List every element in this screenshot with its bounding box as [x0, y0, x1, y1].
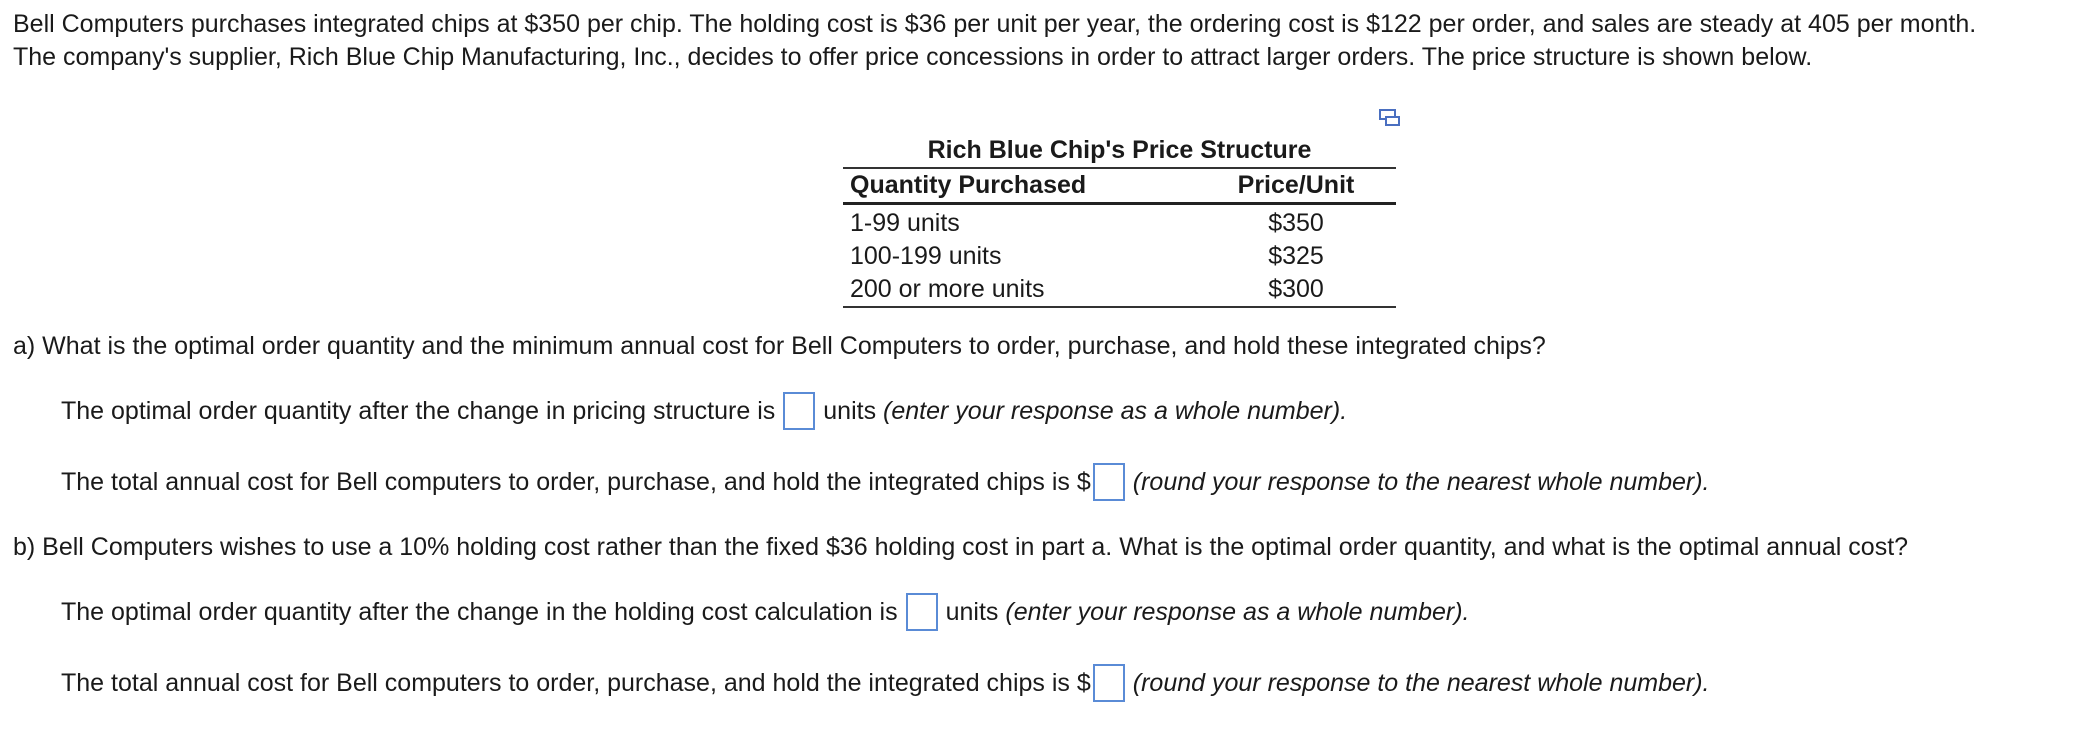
part-a-cost-prefix: The total annual cost for Bell computers to order, purchase, and hold the integrated chips is $ — [61, 467, 1091, 496]
part-a-quantity-line — [61, 392, 1347, 430]
table-title: Rich Blue Chip's Price Structure — [927, 136, 1312, 164]
table-row — [843, 273, 1396, 306]
part-a-quantity-prefix: The optimal order quantity after the change in pricing structure is — [61, 396, 776, 425]
header-price: Price/Unit — [1237, 171, 1355, 199]
table-header-rule — [843, 202, 1396, 205]
part-a-question: a) What is the optimal order quantity and the minimum annual cost for Bell Computers to order, purchase, and hold these integrated chips? — [13, 332, 1546, 360]
part-a-cost-hint: (round your response to the nearest whole number). — [1132, 467, 1710, 496]
row-quantity: 200 or more units — [850, 275, 1045, 303]
row-price: $300 — [1268, 275, 1324, 303]
part-b-cost-input[interactable] — [1093, 664, 1125, 702]
part-a-quantity-units: units — [823, 396, 877, 425]
table-header-row — [843, 169, 1396, 202]
part-b-question: b) Bell Computers wishes to use a 10% holding cost rather than the fixed $36 holding cost in part a. What is the optimal order quantity, and what is the optimal annual cost? — [13, 533, 1909, 561]
part-b-cost-prefix: The total annual cost for Bell computers to order, purchase, and hold the integrated chips is $ — [61, 668, 1091, 697]
table-bottom-rule — [843, 306, 1396, 308]
intro-line-1: Bell Computers purchases integrated chips at $350 per chip. The holding cost is $36 per unit per year, the ordering cost is $122 per order, and sales are steady at 405 per month. — [13, 10, 1977, 38]
part-b-quantity-line — [61, 593, 1470, 631]
part-a-cost-input[interactable] — [1093, 463, 1125, 501]
table-row — [843, 207, 1396, 240]
header-quantity: Quantity Purchased — [850, 171, 1087, 199]
row-quantity: 100-199 units — [850, 242, 1002, 270]
part-b-cost-hint: (round your response to the nearest whole number). — [1132, 668, 1710, 697]
part-b-quantity-units: units — [945, 597, 999, 626]
part-a-quantity-hint: (enter your response as a whole number). — [883, 396, 1348, 425]
part-a-quantity-input[interactable] — [783, 392, 815, 430]
part-b-quantity-prefix: The optimal order quantity after the change in the holding cost calculation is — [61, 597, 898, 626]
part-b-quantity-hint: (enter your response as a whole number). — [1005, 597, 1470, 626]
price-structure-table — [843, 133, 1396, 308]
part-b-cost-line — [61, 664, 1710, 702]
copy-table-icon[interactable] — [1378, 108, 1402, 128]
row-price: $350 — [1268, 209, 1324, 237]
part-a-cost-line — [61, 463, 1710, 501]
intro-line-2: The company's supplier, Rich Blue Chip Manufacturing, Inc., decides to offer price concessions in order to attract larger orders. The price structure is shown below. — [13, 43, 1813, 71]
part-b-quantity-input[interactable] — [906, 593, 938, 631]
row-price: $325 — [1268, 242, 1324, 270]
table-row — [843, 240, 1396, 273]
row-quantity: 1-99 units — [850, 209, 960, 237]
problem-statement — [13, 8, 2068, 74]
